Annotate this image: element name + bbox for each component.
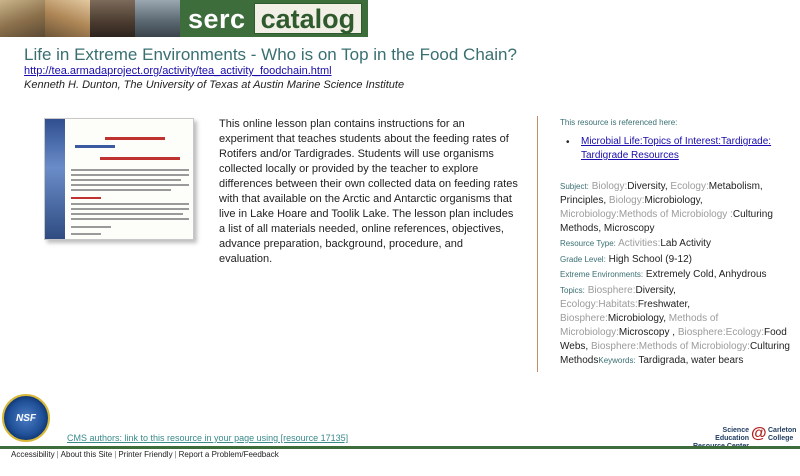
footer-links	[11, 450, 279, 459]
header-photos	[0, 0, 180, 37]
topics-value: Diversity	[635, 285, 674, 296]
topics-category: Biosphere:Methods of Microbiology:	[590, 341, 750, 352]
header-photo	[0, 0, 45, 37]
resource-thumbnail[interactable]	[44, 118, 194, 240]
thumbnail-sidebar	[45, 119, 65, 240]
grade-level-label: Grade Level:	[560, 255, 606, 264]
header-banner	[0, 0, 368, 37]
topics-value: Microbiology	[607, 313, 664, 324]
thumbnail-text-line	[71, 184, 189, 186]
nsf-logo-text: NSF	[16, 412, 36, 424]
footer-link-about[interactable]: About this Site	[60, 450, 113, 459]
serc-catalog-logo[interactable]	[180, 0, 368, 37]
footer-separator: |	[114, 450, 117, 459]
brand-serc: serc	[188, 3, 246, 34]
carleton-logo-line: Carleton	[768, 427, 797, 434]
resource-description: This online lesson plan contains instructions for an experiment that teaches students about the feeding rates of Rotifers and/or Tardigrades. Students will use organisms collected locally or provided by the teacher to explore differences between their own collected data on feeding rates with that available on the Arctic and Antarctic organisms that live in Lake Hoare and Toolik Lake. The lesson plan includes a list of all materials needed, online references, objectives, advance preparation, background, procedure, and evaluation.	[219, 118, 518, 265]
topics-category: Biosphere:	[587, 285, 636, 296]
thumbnail-text-line	[71, 213, 183, 215]
cms-authors-link[interactable]: CMS authors: link to this resource in your page using [resource 17135]	[67, 433, 349, 443]
resource-type-label: Resource Type:	[560, 239, 616, 248]
subject-value: Microbiology	[644, 195, 700, 206]
grade-level-value: High School (9-12)	[608, 254, 692, 265]
topics-field: Topics: Biosphere:Diversity, Ecology:Habitats:Freshwater, Biosphere:Microbiology, Methods of Microbiology:Microscopy , Biosphere:Ecology:Food Webs, Biosphere:Methods of Microbiology:Culturing MethodsKeywords: Tardigrada, water bears	[560, 285, 790, 366]
topics-category: Biosphere:Ecology:	[677, 327, 765, 338]
subject-value: Diversity	[627, 181, 665, 192]
topics-category: Methods of Microbiology:	[560, 313, 719, 338]
brand-catalog: catalog	[254, 3, 363, 34]
topics-label: Topics:	[560, 286, 585, 295]
subject-field: Subject: Biology:Diversity, Ecology:Metabolism, Principles, Biology:Microbiology, Microbiology:Methods of Microbiology :Culturing Methods, Microscopy	[560, 181, 773, 234]
grade-level-field	[560, 253, 796, 267]
reference-link-tardigrade[interactable]: Microbial Life:Topics of Interest:Tardigrade: Tardigrade Resources	[581, 136, 772, 161]
footer-separator: |	[174, 450, 177, 459]
footer-link-report-problem[interactable]: Report a Problem/Feedback	[178, 450, 279, 459]
carleton-logo[interactable]	[768, 427, 796, 443]
thumbnail-text-line	[71, 179, 181, 181]
resource-type-category: Activities:	[618, 238, 661, 249]
subject-value: Metabolism, Principles	[560, 181, 763, 206]
resource-author: Kenneth H. Dunton, The University of Texas at Austin Marine Science Institute	[24, 79, 405, 91]
serc-logo-line: Science Education	[715, 427, 749, 442]
thumbnail-section-heading	[71, 197, 101, 199]
thumbnail-title-line	[100, 157, 180, 160]
subject-category: Ecology:	[670, 181, 709, 192]
thumbnail-text-line	[71, 208, 189, 210]
topics-value: Culturing Methods	[560, 341, 790, 366]
subject-category: Biology:	[591, 181, 628, 192]
at-icon: @	[751, 425, 767, 442]
footer-link-printer-friendly[interactable]: Printer Friendly	[118, 450, 173, 459]
page-title: Life in Extreme Environments - Who is on Top in the Food Chain?	[24, 45, 517, 64]
extreme-environments-value: Extremely Cold, Anhydrous	[645, 269, 767, 280]
thumbnail-text-line	[71, 233, 101, 235]
thumbnail-text-line	[71, 169, 189, 171]
keywords-value: Tardigrada, water bears	[638, 355, 744, 366]
resource-url-link[interactable]: http://tea.armadaproject.org/activity/tea_activity_foodchain.html	[24, 65, 332, 77]
topics-value: Microscopy	[618, 327, 670, 338]
footer-divider	[0, 446, 800, 449]
keywords-label: Keywords:	[598, 356, 636, 365]
resource-type-value: Lab Activity	[660, 238, 711, 249]
column-divider	[537, 116, 538, 372]
topics-value: Freshwater	[637, 299, 688, 310]
thumbnail-text-line	[71, 226, 111, 228]
subject-category: Biology:	[608, 195, 645, 206]
thumbnail-draft-mark	[75, 145, 115, 148]
bullet-icon: •	[566, 137, 570, 148]
footer-separator: |	[56, 450, 59, 459]
extreme-environments-field	[560, 268, 796, 282]
header-photo	[90, 0, 135, 37]
footer-link-accessibility[interactable]: Accessibility	[11, 450, 55, 459]
topics-category: Biosphere:	[560, 313, 608, 324]
referenced-heading: This resource is referenced here:	[560, 118, 678, 127]
topics-category: Ecology:Habitats:	[560, 299, 638, 310]
subject-category: Microbiology:Methods of Microbiology :	[560, 209, 733, 220]
thumbnail-text-line	[71, 218, 189, 220]
thumbnail-text-line	[71, 174, 189, 176]
subject-value: Culturing Methods, Microscopy	[560, 209, 773, 234]
header-photo	[45, 0, 90, 37]
extreme-environments-label: Extreme Environments:	[560, 270, 644, 279]
topics-value: Food Webs	[560, 327, 787, 352]
carleton-logo-line: College	[768, 435, 794, 442]
header-photo	[135, 0, 180, 37]
thumbnail-text-line	[71, 203, 189, 205]
thumbnail-text-line	[71, 189, 171, 191]
thumbnail-heading-line	[105, 137, 165, 140]
resource-type-field	[560, 237, 796, 251]
nsf-logo[interactable]	[2, 394, 50, 442]
subject-label: Subject:	[560, 182, 589, 191]
